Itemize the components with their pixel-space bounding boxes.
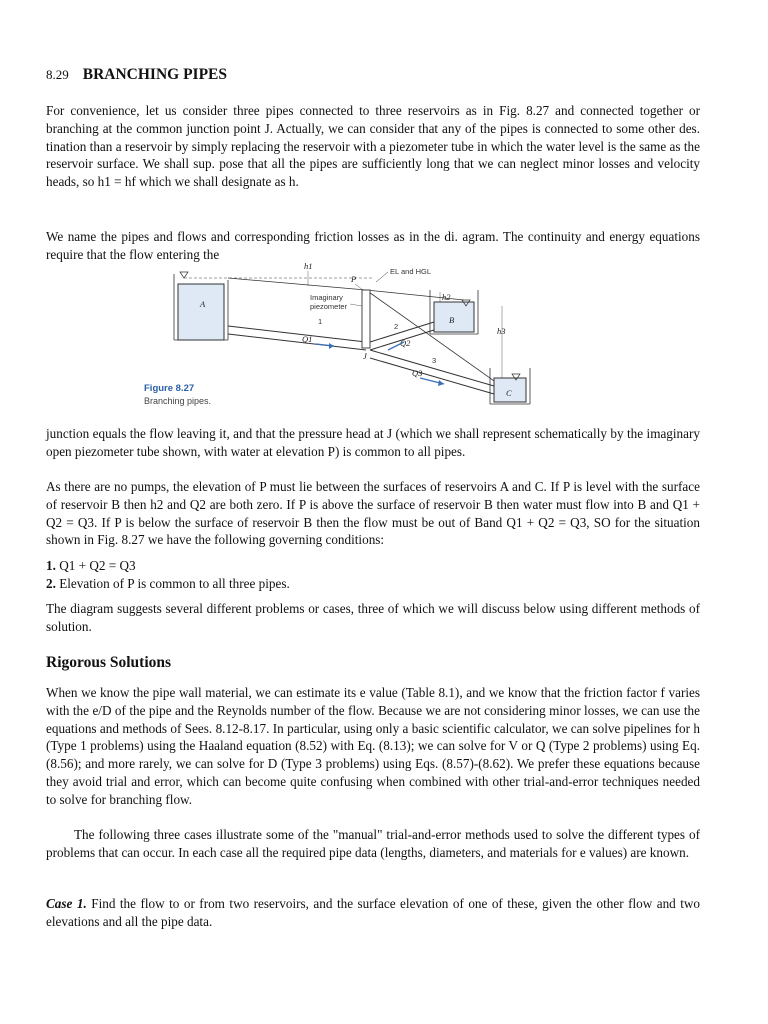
label-q2: Q2 bbox=[400, 338, 411, 348]
paragraph-5: The diagram suggests several different problems or cases, three of which we will discuss below using different methods of solution. bbox=[46, 601, 700, 634]
reservoir-a bbox=[178, 284, 224, 340]
figure-caption-title: Figure 8.27 bbox=[144, 383, 195, 394]
condition-2 bbox=[46, 575, 290, 593]
label-h2: h2 bbox=[442, 292, 451, 302]
condition-1-text: Q1 + Q2 = Q3 bbox=[59, 558, 136, 573]
paragraph-7 bbox=[46, 826, 700, 862]
piezometer-tube bbox=[362, 290, 370, 348]
label-el-hgl: EL and HGL bbox=[390, 267, 431, 276]
figure-branching-pipes bbox=[144, 260, 564, 410]
paragraph-2: We name the pipes and flows and corresponding friction losses as in the di. agram. The continuity and energy equations require that the flow entering the bbox=[46, 229, 700, 262]
condition-2-text: Elevation of P is common to all three pipes. bbox=[59, 576, 290, 591]
paragraph-7-text: The following three cases illustrate some of the "manual" trial-and-error methods used to solve the different types of problems that can occur. In each case all the required pipe data (lengths, diameters, and materials for e values) are known. bbox=[46, 827, 700, 860]
label-pipe-3: 3 bbox=[432, 356, 437, 365]
label-p: P bbox=[351, 274, 357, 284]
label-pipe-1: 1 bbox=[318, 317, 323, 326]
label-piezometer: piezometer bbox=[310, 302, 348, 311]
paragraph-4: As there are no pumps, the elevation of P must lie between the surfaces of reservoirs A and C. If P is level with the surface of reservoir B then h2 and Q2 are both zero. If P is above the surface of reservoir B then water must flow into B and Q1 + Q2 = Q3. If P is below the surface of reservoir B then the flow must be out of Band Q1 + Q2 = Q3, SO for the situation shown in Fig. 8.27 we have the following governing conditions: bbox=[46, 479, 700, 548]
label-h1: h1 bbox=[304, 261, 313, 271]
section-title: BRANCHING PIPES bbox=[82, 66, 228, 83]
label-a: A bbox=[200, 299, 206, 309]
section-number: 8.29 bbox=[46, 67, 69, 82]
condition-2-number: 2. bbox=[46, 576, 56, 591]
label-j: J bbox=[363, 351, 367, 361]
paragraph-6: When we know the pipe wall material, we can estimate its e value (Table 8.1), and we know that the friction factor f varies with the e/D of the pipe and the Reynolds number of the flow. Because we are not considering minor losses, we can use the equations and methods of Sees. 8.12-8.17. In particular, using only a basic scientific calculator, we can solve pipelines for h (Type 1 problems) using the Haaland equation (8.52) with Eq. (8.13); we can solve for V or Q (Type 2 problems) using Eq. (8.56); and more rarely, we can solve for D (Type 3 problems) using Eqs. (8.57)-(8.62). We prefer these equations because they avoid trial and error, which can become quite confusing when combined with other trial-and-error techniques needed to solve for branching flow. bbox=[46, 685, 700, 807]
subheading-rigorous-solutions: Rigorous Solutions bbox=[46, 654, 172, 671]
figure-caption-text: Branching pipes. bbox=[144, 396, 212, 406]
paragraph-1: For convenience, let us consider three pipes connected to three reservoirs as in Fig. 8.27 and connected together or branching at the common junction point J. Actually, we can consider that any of the pipes is connected to some other des. tination than a reservoir by simply replacing the reservoir with a piezometer tube in which the water level is the same as the reservoir surface. We shall sup. pose that all the pipes are sufficiently long that we can neglect minor losses and velocity heads, so h1 = hf which we shall designate as h. bbox=[46, 103, 700, 190]
paragraph-8-text: Find the flow to or from two reservoirs, and the surface elevation of one of these, given the other flow and two elevations and all the pipe data. bbox=[46, 896, 701, 929]
condition-1 bbox=[46, 557, 136, 575]
label-b: B bbox=[449, 315, 455, 325]
case-1-label: Case 1. bbox=[46, 896, 87, 911]
hgl-line-1 bbox=[228, 278, 366, 290]
label-c: C bbox=[506, 388, 512, 398]
paragraph-8 bbox=[46, 895, 700, 931]
paragraph-3: junction equals the flow leaving it, and that the pressure head at J (which we shall represent schematically by the imaginary open piezometer tube shown, with water at elevation P) is common to all pipes. bbox=[46, 426, 700, 459]
section-heading bbox=[46, 66, 227, 84]
label-q3: Q3 bbox=[412, 368, 423, 378]
label-pipe-2: 2 bbox=[394, 322, 399, 331]
label-q1: Q1 bbox=[302, 334, 313, 344]
condition-1-number: 1. bbox=[46, 558, 56, 573]
label-imaginary: Imaginary bbox=[310, 293, 343, 302]
label-h3: h3 bbox=[497, 326, 506, 336]
